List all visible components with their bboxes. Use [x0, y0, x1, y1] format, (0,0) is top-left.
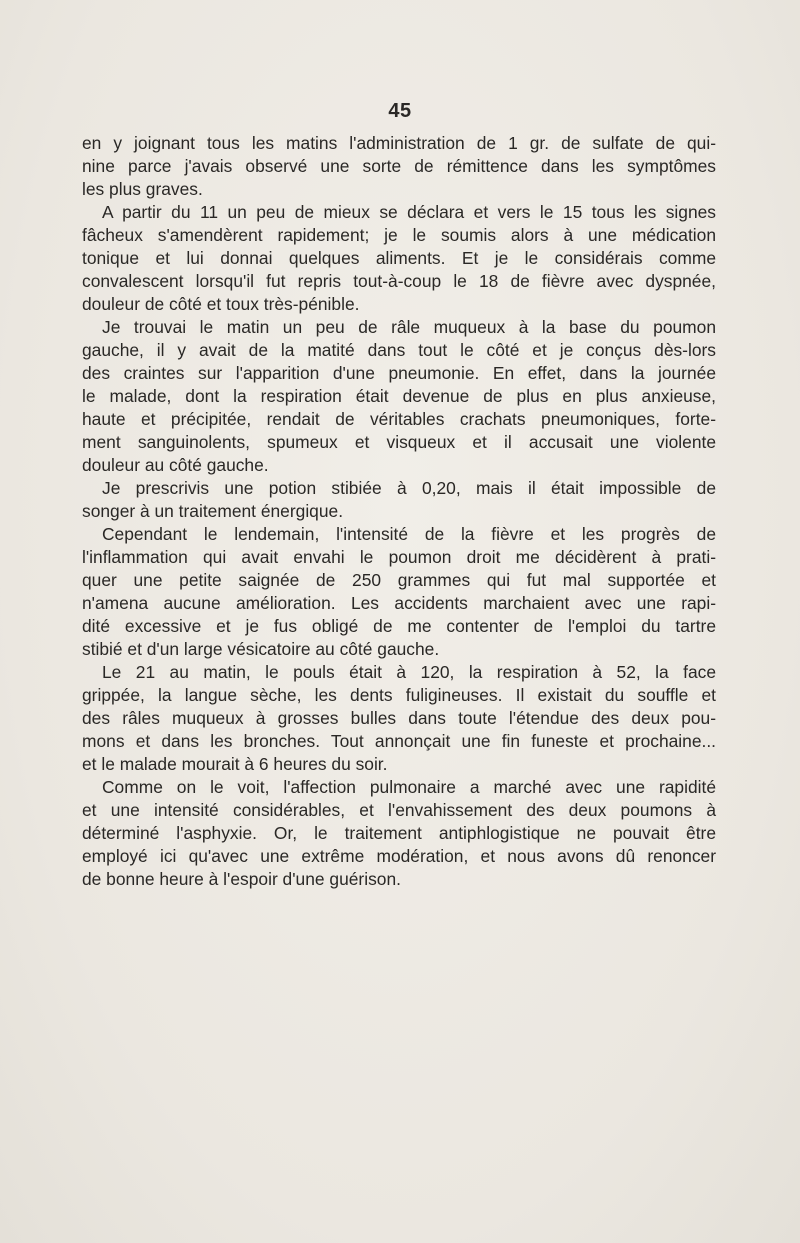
text-line: convalescent lorsqu'il fut repris tout-à-coup le 18 de fièvre avec dyspnée, [82, 271, 716, 291]
text-line: le malade, dont la respiration était devenue de plus en plus anxieuse, [82, 386, 716, 406]
text-line: des râles muqueux à grosses bulles dans toute l'étendue des deux pou- [82, 708, 716, 728]
text-line: nine parce j'avais observé une sorte de rémittence dans les symptômes [82, 156, 716, 176]
text-line: ment sanguinolents, spumeux et visqueux et il accusait une violente [82, 432, 716, 452]
text-line: et le malade mourait à 6 heures du soir. [82, 754, 388, 774]
body-text [82, 132, 716, 891]
text-line: tonique et lui donnai quelques aliments. Et je le considérais comme [82, 248, 716, 268]
text-line: dité excessive et je fus obligé de me contenter de l'emploi du tartre [82, 616, 716, 636]
text-line: et une intensité considérables, et l'envahissement des deux poumons à [82, 800, 716, 820]
text-line: Cependant le lendemain, l'intensité de la fièvre et les progrès de [102, 524, 716, 544]
text-line: les plus graves. [82, 179, 203, 199]
text-line: douleur au côté gauche. [82, 455, 269, 475]
text-line: stibié et d'un large vésicatoire au côté gauche. [82, 639, 440, 659]
text-line: haute et précipitée, rendait de véritables crachats pneumoniques, forte- [82, 409, 716, 429]
text-line: l'inflammation qui avait envahi le poumon droit me décidèrent à prati- [82, 547, 716, 567]
text-line: en y joignant tous les matins l'administration de 1 gr. de sulfate de qui- [82, 133, 716, 153]
text-line: Je trouvai le matin un peu de râle muqueux à la base du poumon [102, 317, 716, 337]
text-line: douleur de côté et toux très-pénible. [82, 294, 360, 314]
text-line: déterminé l'asphyxie. Or, le traitement antiphlogistique ne pouvait être [82, 823, 716, 843]
text-line: mons et dans les bronches. Tout annonçait une fin funeste et prochaine... [82, 731, 716, 751]
text-line: fâcheux s'amendèrent rapidement; je le soumis alors à une médication [82, 225, 716, 245]
text-line: gauche, il y avait de la matité dans tout le côté et je conçus dès-lors [82, 340, 716, 360]
text-line: des craintes sur l'apparition d'une pneumonie. En effet, dans la journée [82, 363, 716, 383]
page-number: 45 [388, 100, 412, 122]
text-line: songer à un traitement énergique. [82, 501, 344, 521]
text-line: quer une petite saignée de 250 grammes qui fut mal supportée et [82, 570, 716, 590]
text-line: Je prescrivis une potion stibiée à 0,20, mais il était impossible de [102, 478, 716, 498]
text-line: employé ici qu'avec une extrême modération, et nous avons dû renoncer [82, 846, 716, 866]
text-line: de bonne heure à l'espoir d'une guérison. [82, 869, 401, 889]
text-line: grippée, la langue sèche, les dents fuligineuses. Il existait du souffle et [82, 685, 716, 705]
text-line: A partir du 11 un peu de mieux se déclara et vers le 15 tous les signes [102, 202, 716, 222]
text-line: Le 21 au matin, le pouls était à 120, la respiration à 52, la face [102, 662, 716, 682]
text-line: n'amena aucune amélioration. Les accidents marchaient avec une rapi- [82, 593, 716, 613]
text-line: Comme on le voit, l'affection pulmonaire a marché avec une rapidité [102, 777, 716, 797]
